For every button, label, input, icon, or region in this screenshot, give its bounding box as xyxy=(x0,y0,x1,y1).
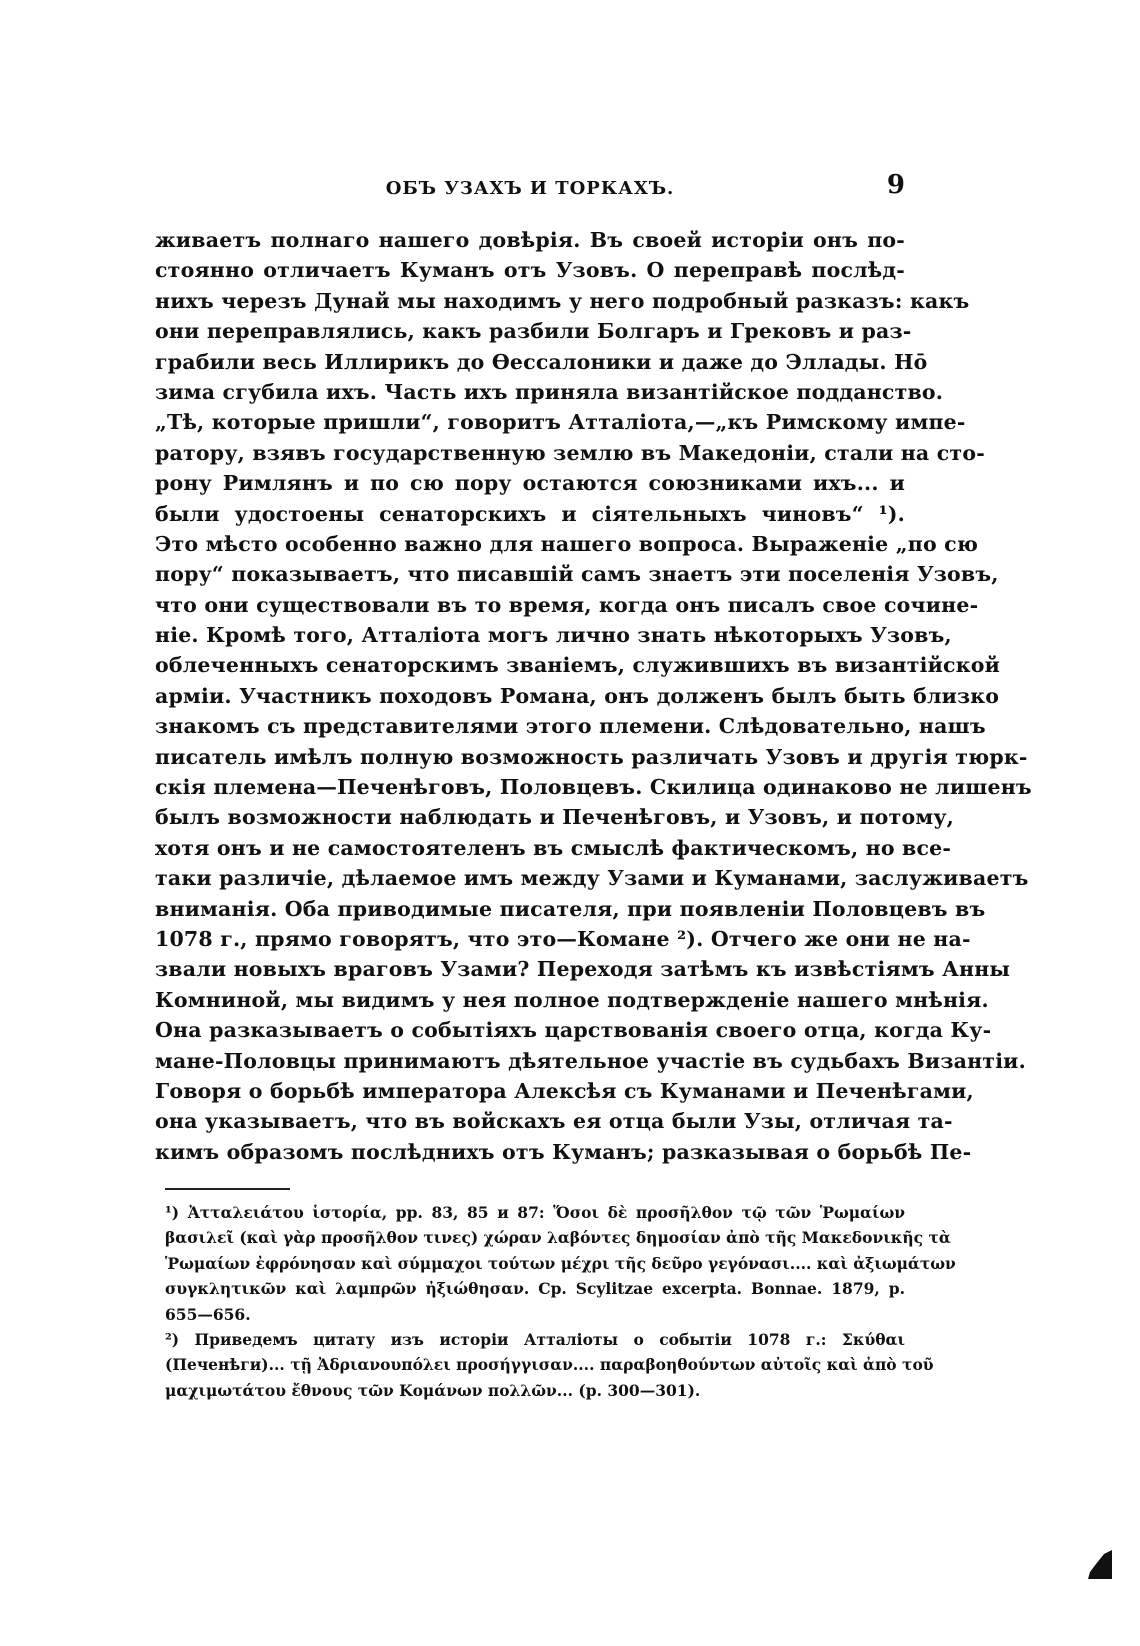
footnote-line: ¹) Ἀτταλειάτου ἱστορία, pp. 83, 85 и 87: Ὅσοι δὲ προσῆλθον τῷ τῶν Ῥωμαίων xyxy=(165,1203,905,1222)
footnote-line: 655—656. xyxy=(165,1304,251,1324)
text-line: мане-Половцы принимаютъ дѣятельное участіе въ судьбахъ Византіи. xyxy=(155,1048,1026,1073)
footnote-line: ²) Приведемъ цитату изъ исторіи Атталіоты о событіи 1078 г.: Σκύθαι xyxy=(165,1329,905,1349)
text-line: писатель имѣлъ полную возможность различать Узовъ и другія тюрк- xyxy=(155,744,1028,769)
text-line: пору“ показываетъ, что писавшій самъ знаетъ эти поселенія Узовъ, xyxy=(155,562,999,587)
text-line: были удостоены сенаторскихъ и сіятельныхъ чиновъ“ ¹). xyxy=(155,501,905,526)
text-line: Она разказываетъ о событіяхъ царствованія своего отца, когда Ку- xyxy=(155,1018,992,1043)
running-head: ОБЪ УЗАХЪ И ТОРКАХЪ. xyxy=(385,178,675,199)
text-line: былъ возможности наблюдать и Печенѣговъ, и Узовъ, и потому, xyxy=(155,805,954,830)
text-line: 1078 г., прямо говорятъ, что это—Комане ²). Отчего же они не на- xyxy=(155,926,971,951)
page-number: 9 xyxy=(886,170,905,200)
main-text xyxy=(155,225,1032,1167)
text-line: скія племена—Печенѣговъ, Половцевъ. Скилица одинаково не лишенъ xyxy=(155,775,1032,800)
text-line: вниманія. Оба приводимые писателя, при появленіи Половцевъ въ xyxy=(155,896,986,921)
footnote-line: μαχιμωτάτου ἔθνους τῶν Κομάνων πολλῶν... (р. 300—301). xyxy=(165,1380,701,1400)
text-line: звали новыхъ враговъ Узами? Переходя затѣмъ къ извѣстіямъ Анны xyxy=(155,957,1011,982)
text-line: живаетъ полнаго нашего довѣрія. Въ своей исторіи онъ по- xyxy=(155,228,905,252)
footnote-line: βασιλεῖ (καὶ γὰρ προσῆλθον τινες) χώραν λαβόντες δημοσίαν ἀπὸ τῆς Μακεδονικῆς τὰ xyxy=(165,1228,951,1248)
footnotes xyxy=(165,1200,956,1403)
text-line: она указываетъ, что въ войскахъ ея отца были Узы, отличая та- xyxy=(155,1109,953,1134)
text-line: Комниной, мы видимъ у нея полное подтвержденіе нашего мнѣнія. xyxy=(155,987,989,1012)
text-line: хотя онъ и не самостоятеленъ въ смыслѣ фактическомъ, но все- xyxy=(155,835,952,860)
page-header xyxy=(155,170,905,210)
text-line: рону Римлянъ и по сю пору остаются союзниками ихъ... и xyxy=(155,471,905,496)
text-line: они переправлялись, какъ разбили Болгаръ и Грековъ и раз- xyxy=(155,319,912,344)
text-line: ратору, взявъ государственную землю въ Македоніи, стали на сто- xyxy=(155,440,985,465)
text-line: ніе. Кромѣ того, Атталіота могъ лично знать нѣкоторыхъ Узовъ, xyxy=(155,623,952,648)
text-line: арміи. Участникъ походовъ Романа, онъ долженъ былъ быть близко xyxy=(155,683,1000,708)
text-line: грабили весь Иллирикъ до Ѳессалоники и даже до Эллады. Нō xyxy=(155,349,928,374)
corner-mark-icon xyxy=(1086,1548,1114,1580)
text-line: нихъ черезъ Дунай мы находимъ у него подробный разказъ: какъ xyxy=(155,288,970,313)
footnote-line: συγκλητικῶν καὶ λαμπρῶν ἠξιώθησαν. Ср. Scylitzae excerpta. Bonnae. 1879, p. xyxy=(165,1279,905,1299)
footnote-line: (Печенѣги)... τῇ Ἀδριανουπόλει προσήγγισαν.... παραβοηθούντων αὐτοῖς καὶ ἀπὸ τοῦ xyxy=(165,1355,934,1375)
text-line: стоянно отличаетъ Куманъ отъ Узовъ. О переправѣ послѣд- xyxy=(155,258,905,283)
text-line: таки различіе, дѣлаемое имъ между Узами и Куманами, заслуживаетъ xyxy=(155,866,1029,891)
text-line: Говоря о борьбѣ императора Алексѣя съ Куманами и Печенѣгами, xyxy=(155,1078,974,1103)
footnote-separator xyxy=(165,1188,290,1190)
text-line: „Тѣ, которые пришли“, говоритъ Атталіота,—„къ Римскому импе- xyxy=(155,410,966,435)
text-line: кимъ образомъ послѣднихъ отъ Куманъ; разказывая о борьбѣ Пе- xyxy=(155,1139,972,1164)
text-line: что они существовали въ то время, когда онъ писалъ свое сочине- xyxy=(155,592,979,617)
text-line: Это мѣсто особенно важно для нашего вопроса. Выраженіе „по сю xyxy=(155,531,979,556)
text-line: облеченныхъ сенаторскимъ званіемъ, служившихъ въ византійской xyxy=(155,653,1000,678)
text-line: знакомъ съ представителями этого племени. Слѣдовательно, нашъ xyxy=(155,714,986,739)
footnote-line: Ῥωμαίων ἐφρόνησαν καὶ σύμμαχοι τούτων μέχρι τῆς δεῦρο γεγόνασι.... καὶ ἀξιωμάτων xyxy=(165,1253,956,1273)
text-line: зима сгубила ихъ. Часть ихъ приняла византійское подданство. xyxy=(155,379,944,404)
